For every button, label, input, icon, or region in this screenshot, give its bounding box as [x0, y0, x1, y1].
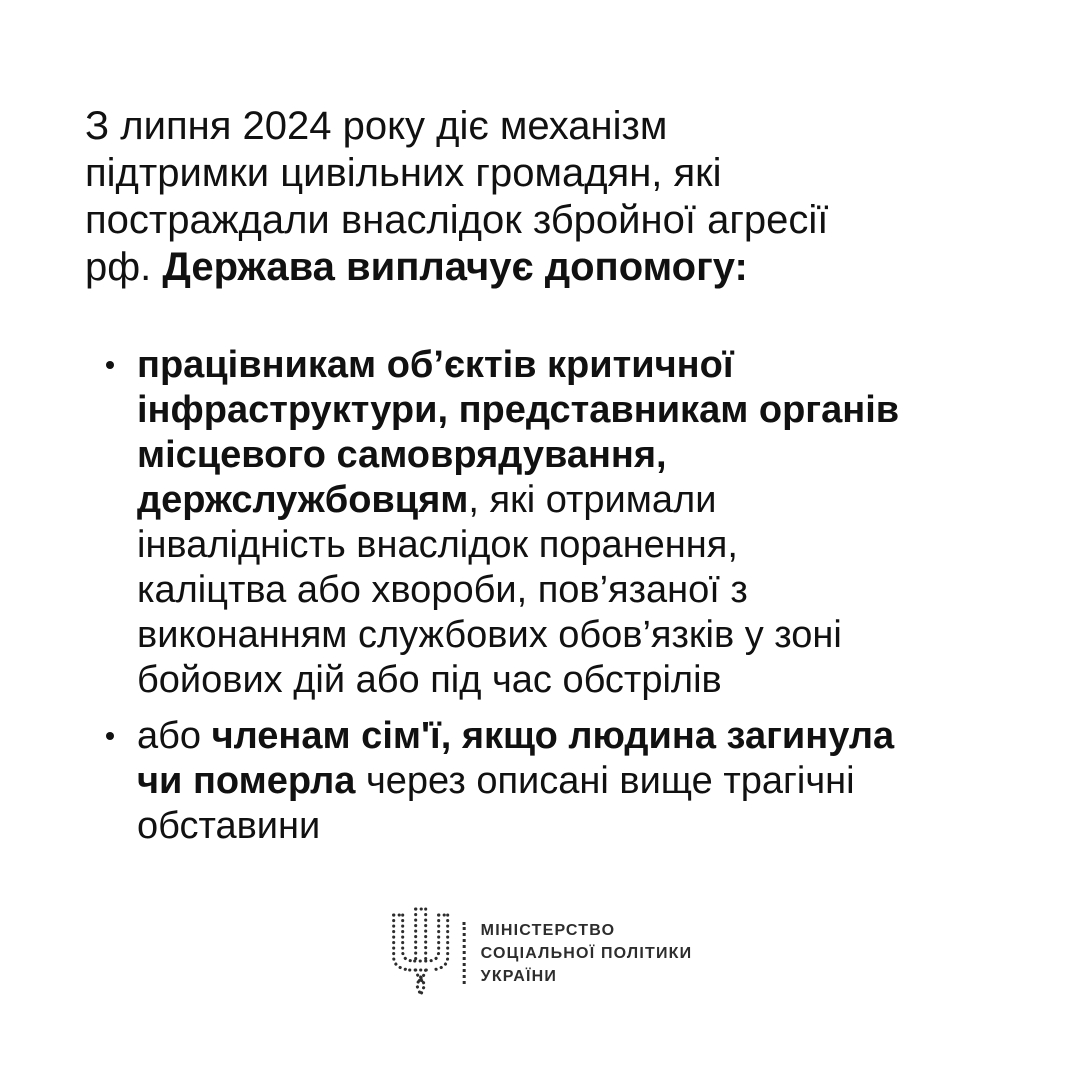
tryzub-trident-icon: [388, 903, 454, 1003]
text-line: постраждали внаслідок збройної агресії: [85, 198, 829, 242]
text-line: інвалідність внаслідок поранення,: [137, 524, 738, 566]
list-item-text: [137, 343, 899, 703]
benefit-list: [106, 343, 899, 849]
list-item-family-members: [106, 714, 899, 849]
text-line: працівникам об’єктів критичної: [137, 344, 734, 386]
text-line: чи померла через описані вище трагічні: [137, 760, 855, 802]
text-line: З липня 2024 року діє механізм: [85, 104, 668, 148]
ministry-name: [481, 919, 693, 988]
text-line: обставини: [137, 805, 321, 847]
text-line: виконанням службових обов’язків у зоні: [137, 614, 842, 656]
text-line: місцевого самоврядування,: [137, 434, 667, 476]
text-line: бойових дій або під час обстрілів: [137, 659, 722, 701]
ministry-name-line: УКРАЇНИ: [480, 967, 558, 985]
text-line: підтримки цивільних громадян, які: [85, 151, 722, 195]
ministry-logo: [388, 903, 693, 1003]
text-line: каліцтва або хвороби, пов’язаної з: [137, 569, 748, 611]
bullet-dot-icon: [106, 361, 114, 369]
text-line: рф. Держава виплачує допомогу:: [85, 245, 748, 289]
ministry-name-line: СОЦІАЛЬНОЇ ПОЛІТИКИ: [480, 944, 693, 962]
text-line: держслужбовцям, які отримали: [137, 479, 717, 521]
text-line: інфраструктури, представникам органів: [137, 389, 900, 431]
list-item-text: [137, 714, 894, 849]
list-item-critical-infrastructure: [106, 343, 899, 703]
text-line: або членам сім'ї, якщо людина загинула: [137, 715, 895, 757]
bullet-dot-icon: [106, 732, 114, 740]
heading: [85, 103, 828, 291]
ministry-name-line: МІНІСТЕРСТВО: [480, 921, 616, 939]
logo-divider: [463, 922, 466, 984]
